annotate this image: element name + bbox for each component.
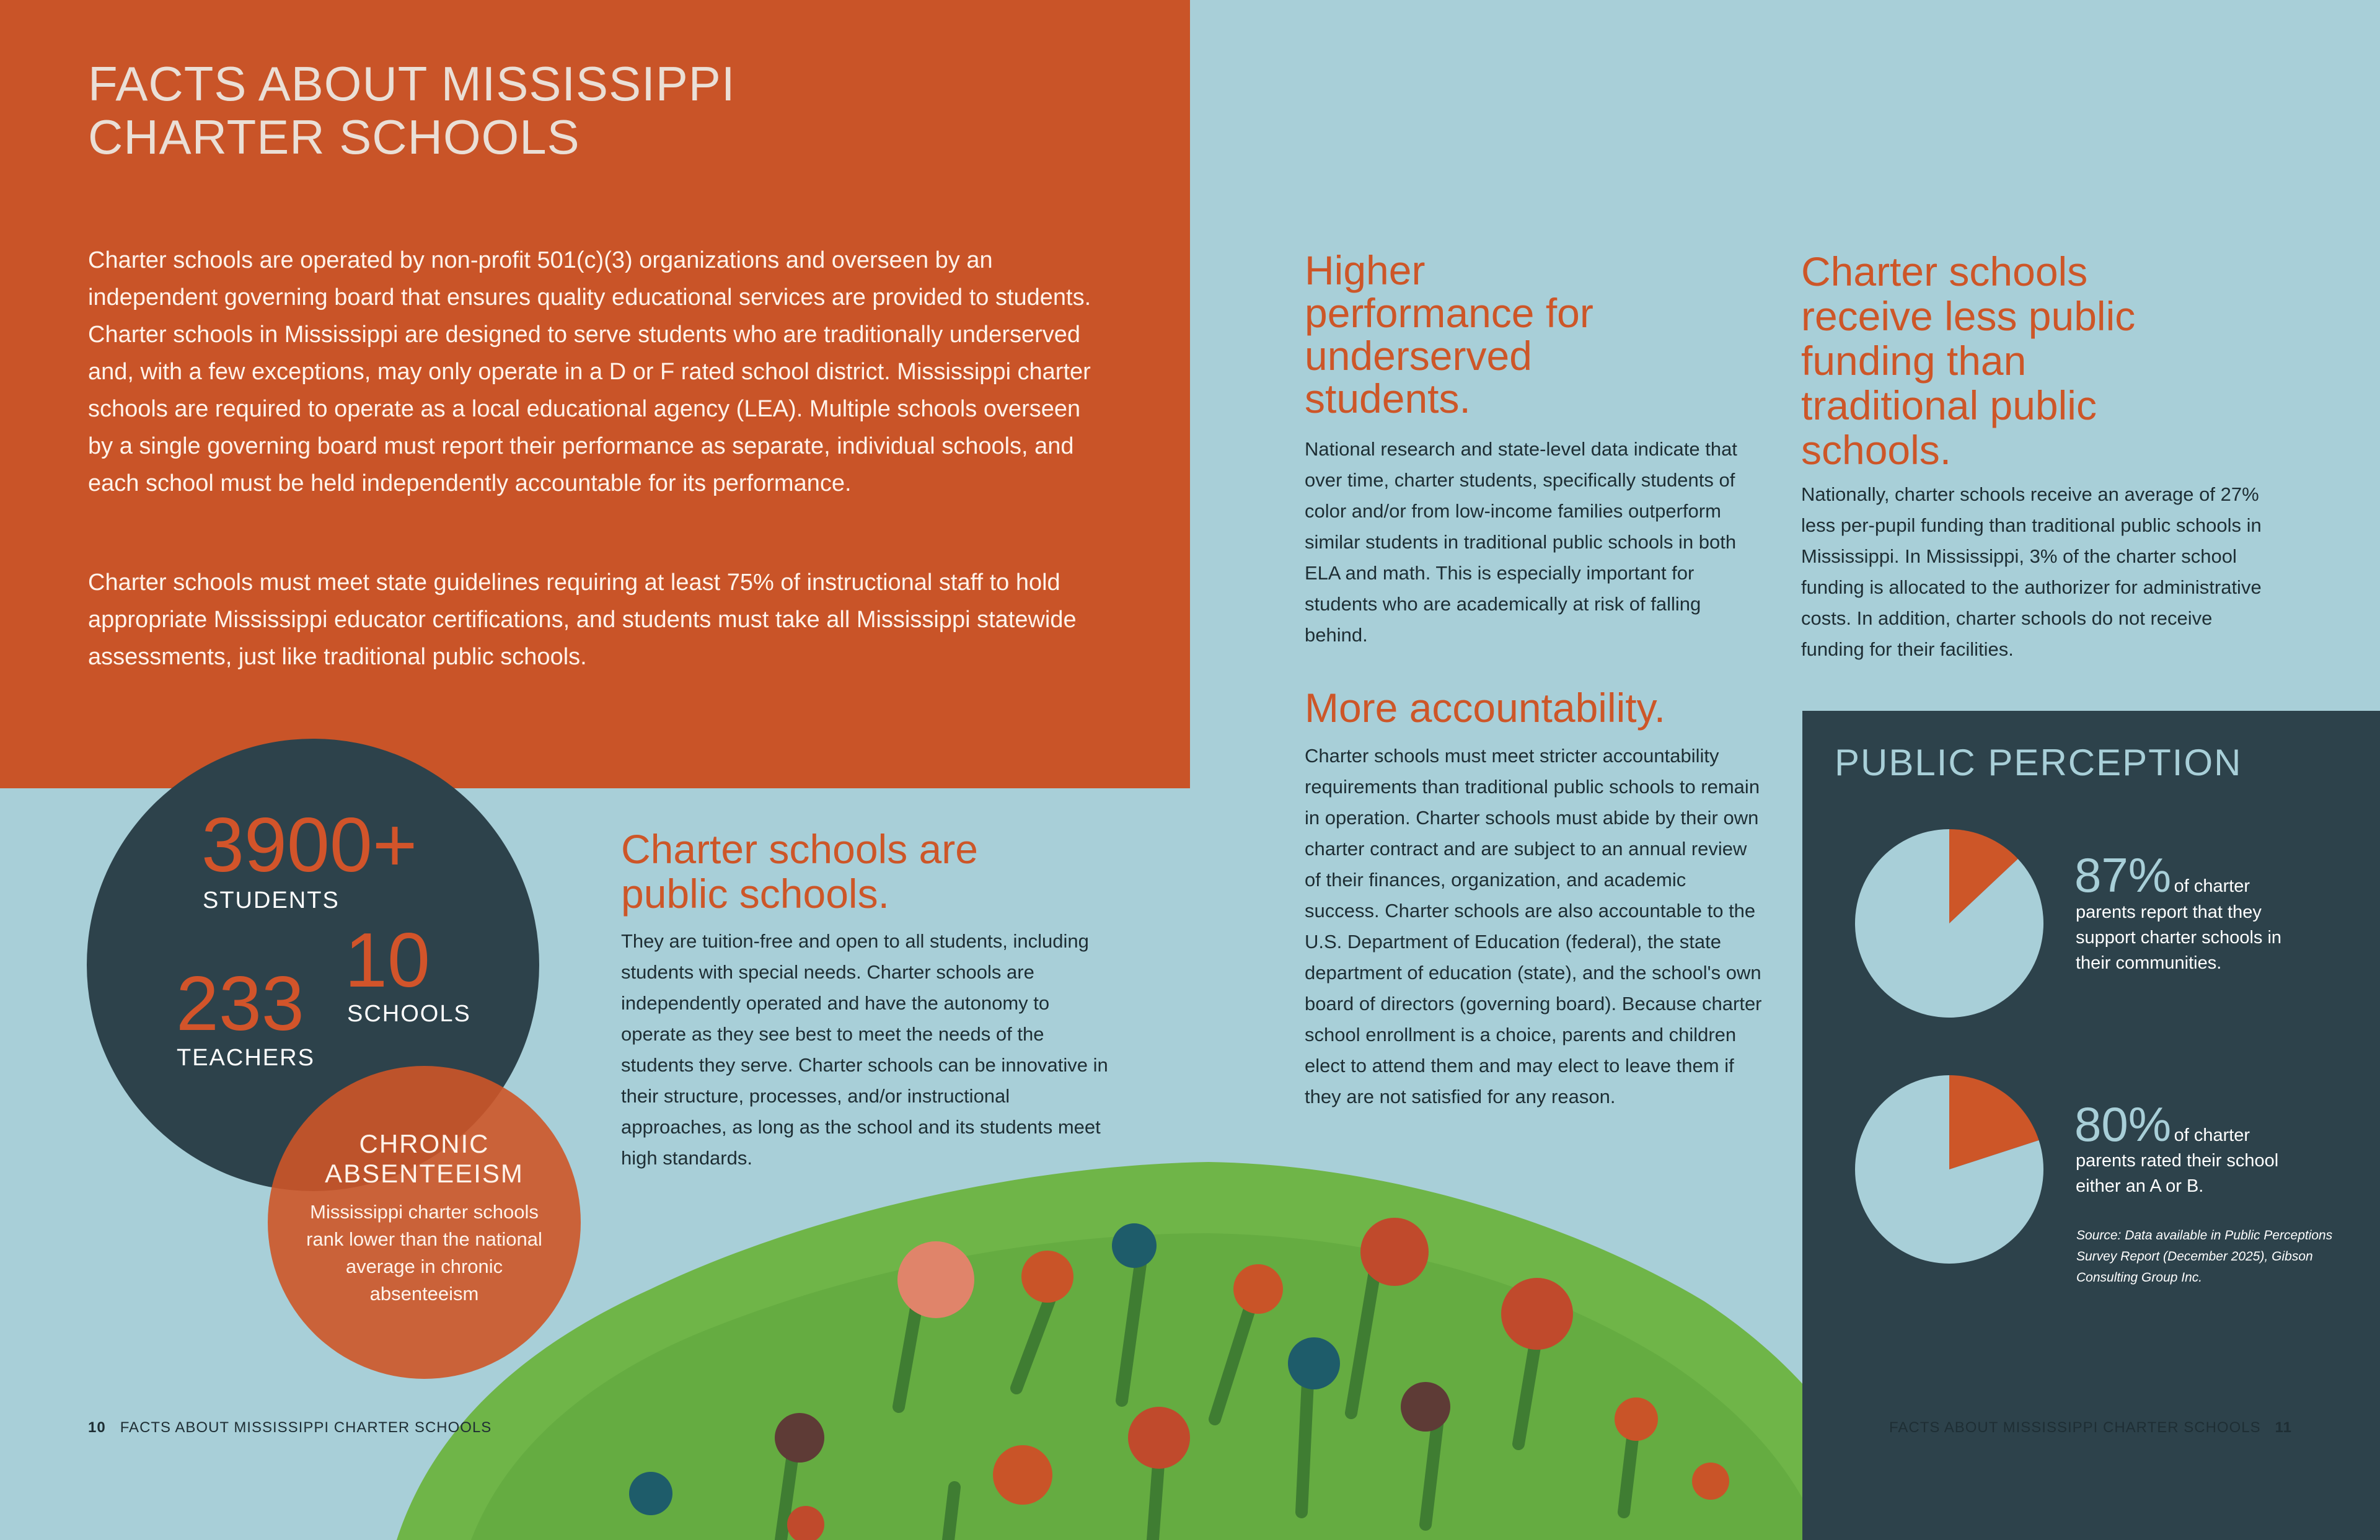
absenteeism-text: Mississippi charter schools rank lower than the national average in chronic absenteeism: [306, 1201, 542, 1305]
teachers-count: 233: [176, 961, 304, 1047]
students-label: STUDENTS: [203, 887, 340, 913]
funding-text: Nationally, charter schools receive an average of 27% less per-pupil funding than traditional public schools in Mississippi. In Mississippi, 3% of the charter school funding is allocated to the authorizer for administrative costs. In addition, charter schools do not receive funding for their facilities.: [1801, 483, 2262, 660]
schools-label: SCHOOLS: [347, 1001, 471, 1027]
footer-left-text: FACTS ABOUT MISSISSIPPI CHARTER SCHOOLS: [120, 1419, 492, 1436]
intro-paragraph-2: Charter schools must meet state guidelines requiring at least 75% of instructional staff to hold appropriate Mississippi educator certifications, and students must take all Mississippi statewide assessments, just like traditional public schools.: [88, 570, 1077, 670]
public-perception-title: PUBLIC PERCEPTION: [1835, 742, 2242, 783]
title-line-1: FACTS ABOUT MISSISSIPPI: [88, 56, 736, 111]
accountability-heading: More accountability.: [1305, 685, 1666, 731]
perception-item-1: [2074, 850, 2250, 900]
public-schools-heading: Charter schools are public schools.: [621, 826, 978, 917]
title-line-2: CHARTER SCHOOLS: [88, 110, 580, 164]
absenteeism-title-line-1: CHRONIC: [359, 1129, 490, 1158]
support-percent-suffix: of charter: [2174, 876, 2250, 896]
page-number-left: 10: [88, 1419, 106, 1436]
rating-percent: 80%: [2074, 1097, 2172, 1151]
performance-text: National research and state-level data indicate that over time, charter students, specifically students of color and/or from low-income families outperform similar students in traditional public schools in both ELA and math. This is especially important for students who are academically at risk of falling behind.: [1305, 438, 1737, 646]
performance-heading: Higher performance for underserved students.: [1305, 247, 1593, 421]
rating-description: parents rated their school either an A or B.: [2076, 1151, 2279, 1196]
funding-heading: Charter schools receive less public funding than traditional public schools.: [1801, 249, 2136, 473]
support-description: parents report that they support charter schools in their communities.: [2076, 902, 2282, 973]
footer-right: [1889, 1419, 2292, 1437]
rating-percent-suffix: of charter: [2174, 1125, 2250, 1145]
teachers-label: TEACHERS: [177, 1045, 315, 1071]
support-percent: 87%: [2074, 848, 2172, 902]
footer-left: [88, 1419, 491, 1437]
public-schools-text: They are tuition-free and open to all students, including students with special needs. Charter schools are independently operated and have the autonomy to operate as they see best to meet the needs of the students they serve. Charter schools can be innovative in their structure, processes, and/or instructional approaches, as long as the school and its students meet high standards.: [621, 930, 1108, 1169]
page-number-right: 11: [2275, 1419, 2292, 1436]
pie-chart-rating: [1853, 1073, 2045, 1265]
footer-right-text: FACTS ABOUT MISSISSIPPI CHARTER SCHOOLS: [1889, 1419, 2261, 1436]
source-note: Source: Data available in Public Perceptions Survey Report (December 2025), Gibson Consulting Group Inc.: [2076, 1228, 2333, 1285]
intro-paragraph-1: Charter schools are operated by non-profit 501(c)(3) organizations and overseen by an independent governing board that ensures quality educational services are provided to students. Charter schools in Mississippi are designed to serve students who are traditionally underserved and, with a few exceptions, may only operate in a D or F rated school district. Mississippi charter schools are required to operate as a local educational agency (LEA). Multiple schools overseen by a single governing board must report their performance as separate, individual schools, and each school must be held independently accountable for its performance.: [88, 247, 1091, 496]
absenteeism-title-line-2: ABSENTEEISM: [325, 1159, 524, 1188]
pie-chart-support: [1853, 827, 2045, 1019]
perception-item-2: [2074, 1099, 2250, 1149]
students-count: 3900+: [201, 803, 418, 888]
schools-count: 10: [345, 918, 430, 1003]
absenteeism-title: [268, 1129, 581, 1189]
accountability-text: Charter schools must meet stricter accountability requirements than traditional public schools to remain in operation. Charter schools must abide by their own charter contract and are subject to an annual review of their finances, organization, and academic success. Charter schools are also accountable to the U.S. Department of Education (federal), the state department of education (state), and the school's own board of directors (governing board). Because charter school enrollment is a choice, parents and children elect to attend them and may elect to leave them if they are not satisfied for any reason.: [1305, 745, 1762, 1107]
